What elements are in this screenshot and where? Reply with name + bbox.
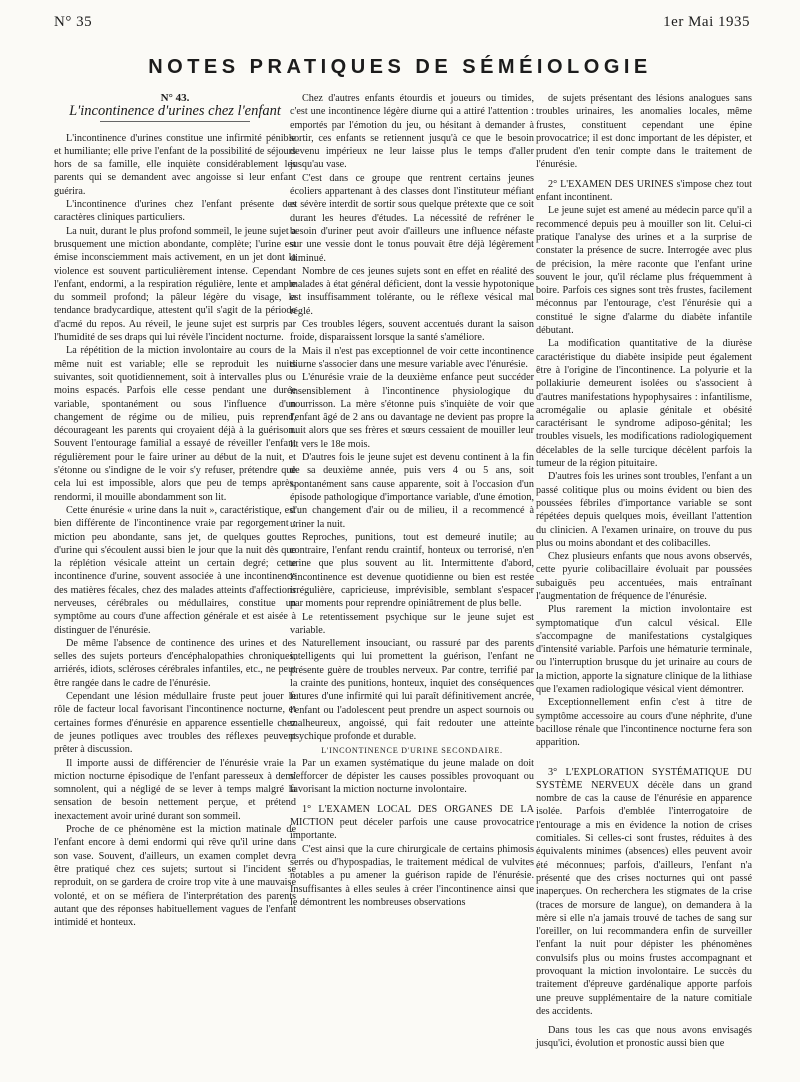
page-header (54, 14, 750, 31)
paragraph: Chez plusieurs enfants que nous avons observés, cette pyurie colibacillaire évoluait par poussées subaiguës peu accentuées, mais entraînant l'augmentation de fréquence de l'énurésie. (536, 551, 752, 602)
paragraph: D'autres fois les urines sont troubles, l'enfant a un passé colitique plus ou moins évident ou bien des poussées fébriles d'importance variable se sont répétées depuis quelques mois, éveillant l'attention du clinicien. A l'examen urinaire, on trouve du pus plus ou moins abondant et des colibacilles. (536, 471, 752, 549)
paragraph: La modification quantitative de la diurèse caractéristique du diabète insipide peut également être à l'origine de l'incontinence. La polyurie et la pollakiurie demeurent isolées ou s'associent à d'autres manifestations hypophysaires : infantilisme, acromégalie ou aplasie génitale et obésité caractérisant le syndrome adiposo-génital; les troubles visuels, les modifications radiologiquement décelables de la selle turcique décèlent parfois la tumeur de la région pituitaire. (536, 338, 752, 470)
issue-number: N° 35 (54, 14, 93, 30)
column-3 (536, 92, 752, 1051)
column-2 (290, 92, 534, 909)
paragraph: Dans tous les cas que nous avons envisagés jusqu'ici, évolution et pronostic aussi bien que (536, 1025, 752, 1050)
article-heading: L'incontinence d'urines chez l'enfant (69, 103, 281, 120)
paragraph: Proche de ce phénomène est la miction matinale de l'enfant encore à demi endormi qui rêve qu'il urine dans son vase. Souvent, d'ailleurs, un examen complet devra être pratiqué chez ces sujets; surtout si l'incident se reproduit, on se gardera de croire trop vite à une mauvaise volonté, et on se méfiera de l'interprétation des parents autant que des réponses habituellement vagues de l'enfant intimidé et honteux. (54, 824, 296, 929)
article-number: N° 43. (160, 92, 190, 104)
paragraph: Cette énurésie « urine dans la nuit », caractéristique, est bien différente de l'incontinence vraie par regorgement : miction peu abondante, sans jet, de quelques gouttes d'urine qui s'écoulent aussi bien le jour que la nuit dès que la réplétion vésicale atteint un certain degré; cette incontinence d'urine, souvent associée à une incontinence des matières fécales, chez des malades atteints d'affections nerveuses, cérébrales ou médullaires, constitue un symptôme au cours d'une affection générale et est aisée à distinguer de l'énurésie. (54, 504, 296, 636)
paragraph: Plus rarement la miction involontaire est symptomatique d'un calcul vésical. Elle s'accompagne de manifestations cystalgiques d'intensité variable. Parfois une hématurie terminale, ou l'interruption brusque du jet urinaire au cours de la miction, apporte la signature clinique de la lithiase que l'examen radiologique vésical vient démontrer. (536, 604, 752, 696)
paragraph: L'incontinence d'urines chez l'enfant présente des caractères cliniques particuliers. (54, 199, 296, 224)
section-heading: L'INCONTINENCE D'URINE SECONDAIRE. (321, 745, 503, 755)
page-title: NOTES PRATIQUES DE SÉMÉIOLOGIE (148, 56, 652, 78)
paragraph: Le retentissement psychique sur le jeune sujet est variable. (290, 611, 534, 636)
paragraph: Le jeune sujet est amené au médecin parce qu'il a recommencé depuis peu à mouiller son lit. Celui-ci pratique l'analyse des urines et a la surprise de constater la présence de sucre. Interrogée avec plus de précision, la mère raconte que l'enfant urine souvent le jour, qu'il réclame plus fréquemment à boire. Parfois ces signes sont très frustes, facilement méconnus par l'entourage, c'est l'énurésie qui a constitué le signe d'alarme du diabète infantile débutant. (536, 205, 752, 337)
divider (100, 121, 250, 122)
spacer (536, 750, 752, 766)
paragraph: Par un examen systématique du jeune malade on doit s'efforcer de dépister les causes possibles provoquant ou favorisant la miction nocturne involontaire. (290, 757, 534, 796)
paragraph: 1° L'EXAMEN LOCAL DES ORGANES DE LA MICTION peut déceler parfois une cause provocatrice importante. (290, 803, 534, 842)
paragraph: L'énurésie vraie de la deuxième enfance peut succéder insensiblement à l'incontinence physiologique du nourrisson. La mère s'étonne puis s'inquiète de voir que l'enfant âgé de 2 ans ou davantage ne devient pas propre la nuit alors que ses frères et sœurs cessaient de mouiller leur lit vers le 18e mois. (290, 372, 534, 450)
paragraph: Chez d'autres enfants étourdis et joueurs ou timides, c'est une incontinence légère diurne qui a attiré l'attention : emportés par l'émotion du jeu, ou hésitant à demander à sortir, ces enfants se retiennent jusqu'à ce que le besoin devenu impérieux ne leur laisse plus le temps d'aller jusqu'au vase. (290, 93, 534, 171)
paragraph: Naturellement insouciant, ou rassuré par des parents intelligents qui lui promettent la guérison, l'enfant ne présente guère de troubles nerveux. Par contre, terrifié par la crainte des punitions, honteux, inquiet des conséquences futures d'une infirmité qui lui paraît définitivement ancrée, l'enfant ou l'adolescent peut prendre un aspect sournois ou malheureux, angoissé, qui fait redouter une atteinte psychique profonde et durable. (290, 638, 534, 743)
paragraph: La nuit, durant le plus profond sommeil, le jeune sujet a brusquement une miction abondante, complète; l'urine est émise inconsciemment mais activement, en un jet dont la violence est souvent particulièrement intense. Cependant l'enfant, endormi, a la respiration régulière, lente et ample du sommeil profond; la pâleur légère du visage, la tendance bradycardique, attestent qu'il s'agit de la période d'acmé du repos. Au réveil, le jeune sujet est surpris par l'humidité de ses draps qui lui révèle l'incident nocturne. (54, 225, 296, 344)
paragraph: Mais il n'est pas exceptionnel de voir cette incontinence diurne s'associer dans une mesure variable avec l'énurésie. (290, 345, 534, 370)
paragraph: 2° L'EXAMEN DES URINES s'impose chez tout enfant incontinent. (536, 178, 752, 204)
column-1 (54, 92, 296, 929)
paragraph: Reproches, punitions, tout est demeuré inutile; au contraire, l'enfant rendu craintif, honteux ou terrorisé, n'en urine que plus souvent au lit. Intermittente d'abord, l'incontinence est devenue quotidienne ou bien est restée irrégulière, capricieuse, imprévisible, semblant s'espacer par moments pour reprendre opiniâtrement de plus belle. (290, 531, 534, 610)
paragraph: Il importe aussi de différencier de l'énurésie vraie la miction nocturne épisodique de l'enfant paresseux à demi somnolent, qui a négligé de se lever à temps malgré la sensation de besoin nettement perçue, et prétend inexactement avoir uriné durant son sommeil. (54, 757, 296, 822)
paragraph: C'est dans ce groupe que rentrent certains jeunes écoliers appartenant à des classes dont l'instituteur méfiant et sévère interdit de sortir sous quelque prétexte que ce soit durant les heures d'études. La nécessité de refréner le besoin d'uriner peut avoir d'ailleurs une influence néfaste sur une vessie dont le tonus pouvait être déjà légèrement diminué. (290, 172, 534, 264)
paragraph: Exceptionnellement enfin c'est à titre de symptôme accessoire au cours d'une néphrite, d'une bacillose rénale que l'incontinence nocturne fera son apparition. (536, 697, 752, 749)
paragraph: La répétition de la miction involontaire au cours de la même nuit est variable; elle se reproduit les nuits suivantes, soit quotidiennement, soit à intervalles plus ou moins espacés. Parfois elle cesse pendant une durée variable, spontanément ou sous l'influence d'un changement de régime ou de milieu, puis reprend, décourageant les parents qui croyaient déjà à la guérison. Souvent l'entourage familial a essayé de réveiller l'enfant régulièrement pour le faire uriner au début de la nuit, et s'étonne ou s'indigne de le voir s'y refuser, prétendre que cela lui est impossible, alors que peu de temps après, rendormi, il mouille abondamment son lit. (54, 345, 296, 503)
paragraph: De même l'absence de continence des urines et des selles des sujets porteurs d'encéphalopathies chroniques, arriérés, idiots, scléroses cérébrales infantiles, etc., ne peut être rangée dans le cadre de l'énurésie. (54, 637, 296, 689)
paragraph: de sujets présentant des lésions analogues sans troubles urinaires, les anomalies locales, même frustes, constituent cependant une épine provocatrice; il est donc important de les dépister, et prudent d'en tenir compte dans le traitement de l'énurésie. (536, 93, 752, 171)
paragraph: C'est ainsi que la cure chirurgicale de certains phimosis serrés ou d'hypospadias, le traitement médical de vulvites notables a pu amener la guérison rapide de l'énurésie. Insuffisantes à elles seules à créer l'incontinence ainsi que le démontrent les nombreuses observations (290, 843, 534, 908)
paragraph: L'incontinence d'urines constitue une infirmité pénible et humiliante; elle prive l'enfant de la possibilité de séjours hors de sa famille, elle inquiète considérablement les parents qui se demandent avec angoisse si leur enfant guérira. (54, 132, 296, 197)
paragraph: D'autres fois le jeune sujet est devenu continent à la fin de sa deuxième année, puis vers 4 ou 5 ans, soit spontanément sans cause apparente, soit à l'occasion d'un épisode pathologique d'importance variable, d'une émotion, d'un changement d'air ou de milieu, il a recommencé à uriner la nuit. (290, 452, 534, 530)
paragraph: 3° L'EXPLORATION SYSTÉMATIQUE DU SYSTÈME NERVEUX décèle dans un grand nombre de cas la cause de l'énurésie en apparence isolée. Parfois d'emblée l'interrogatoire de l'entourage a mis en évidence la notion de crises comitiales. Si celles-ci sont frustes, réduites à des équivalents minimes (absences) elles peuvent avoir été méconnues; parfois, d'ailleurs, l'enfant n'a présenté que des crises nocturnes qui ont passé inaperçues. On recherchera les stigmates de la crise (traces de morsure de langue), on demandera à la mère si elle n'a jamais trouvé de taches de sang sur l'oreiller, on lui recommandera enfin de surveiller l'enfant la nuit pour dépister les phénomènes convulsifs plus ou moins frustes accompagnant et provoquant la miction involontaire. Le succès du traitement d'épreuve gardénalique apporte parfois une preuve supplémentaire de la nature comitiale des accidents. (536, 766, 752, 1017)
paragraph: Ces troubles légers, souvent accentués durant la saison froide, disparaissent lorsque la santé s'améliore. (290, 319, 534, 344)
issue-date: 1er Mai 1935 (663, 14, 750, 30)
paragraph: Nombre de ces jeunes sujets sont en effet en réalité des malades à état général déficient, dont la vessie hypotonique est insuffisamment tolérante, ou le réflexe vésical mal réglé. (290, 265, 534, 317)
paragraph: Cependant une lésion médullaire fruste peut jouer le rôle de facteur local favorisant l'incontinence nocturne, et certaines formes d'énurésie en apparence essentielle chez de jeunes potliques avec troubles des réflexes peuvent prêter à discussion. (54, 691, 296, 756)
